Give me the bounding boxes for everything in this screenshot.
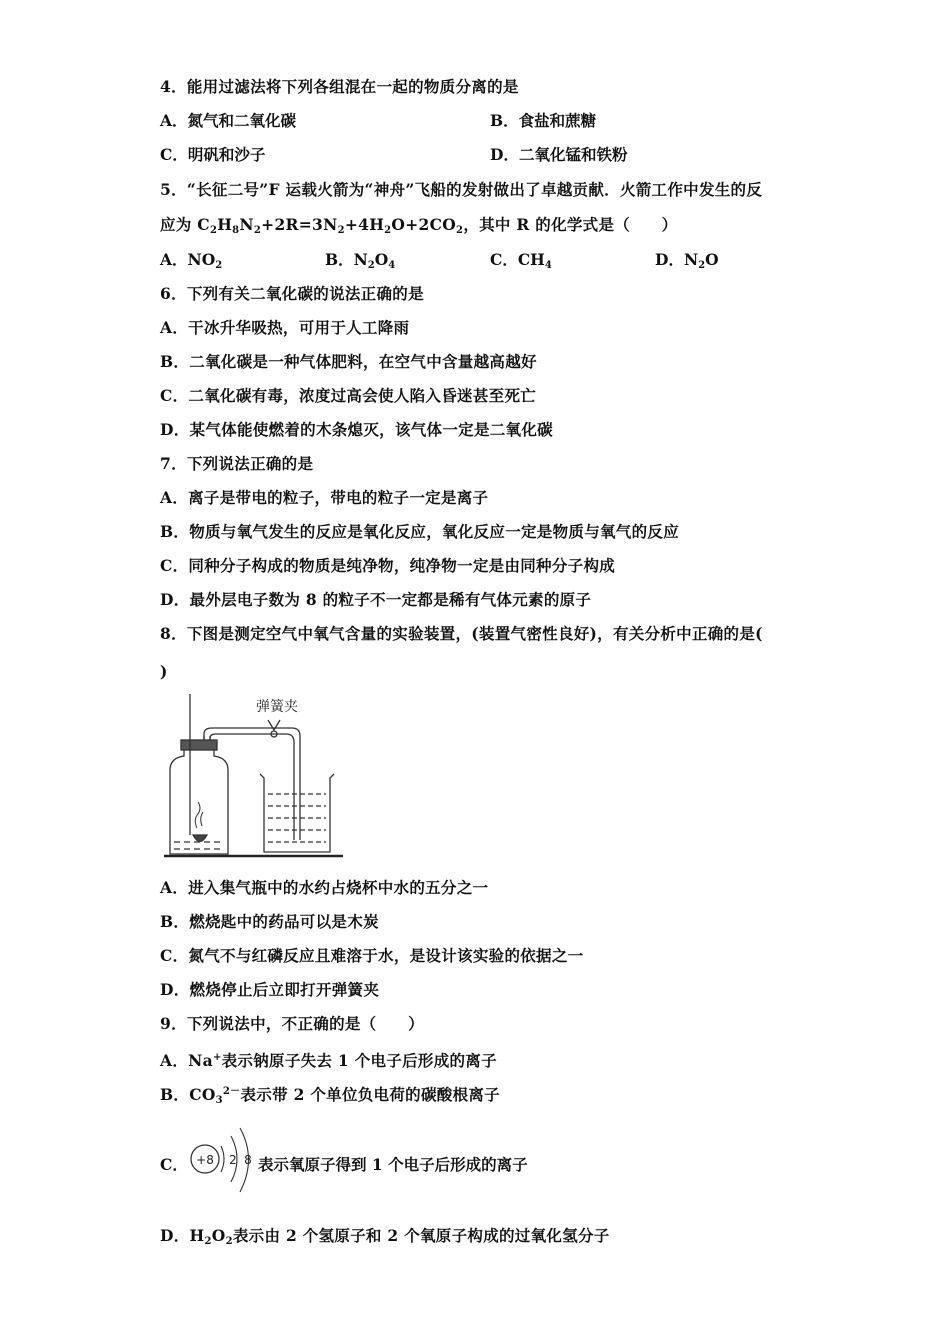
connecting-tube: [204, 720, 300, 840]
q5-d-suffix: O: [705, 250, 719, 269]
q9-option-b: B．$CO_3^{2-}$表示带 2 个单位负电荷的碳酸根离子: [160, 1085, 500, 1106]
q5-prefix: 应为 C: [160, 215, 210, 234]
q9-option-d: D．$H_2O_2$表示由 2 个氢原子和 2 个氧原子构成的过氧化氢分子: [160, 1226, 610, 1247]
q8-stem: 8．下图是测定空气中氧气含量的实验装置，(装置气密性良好)，有关分析中正确的是(: [160, 624, 763, 643]
q9-stem: 9．下列说法中，不正确的是（ ）: [160, 1014, 424, 1033]
spring-clamp-label: 弹簧夹: [256, 699, 298, 715]
q4-option-b: B．食盐和蔗糖: [490, 111, 597, 130]
shell1-electrons: 2: [229, 1153, 237, 1167]
q5-suffix: ，其中 R 的化学式是（ ）: [463, 215, 678, 234]
oxygen-experiment-apparatus: [160, 690, 350, 860]
q4-option-d: D．二氧化锰和铁粉: [490, 145, 628, 164]
q8-stem-end: ): [160, 662, 168, 681]
q9-option-c-label: C．: [160, 1155, 188, 1174]
q9-option-a: A．Na+表示钠原子失去 1 个电子后形成的离子: [160, 1051, 497, 1070]
q4-stem: 4．能用过滤法将下列各组混在一起的物质分离的是: [160, 77, 519, 96]
q5-option-d: D．$N_2O$: [655, 250, 719, 271]
q6-option-d: D．某气体能使燃着的木条熄灭，该气体一定是二氧化碳: [160, 420, 553, 439]
q8-option-a: A．进入集气瓶中的水约占烧杯中水的五分之一: [160, 878, 489, 897]
q6-option-b: B．二氧化碳是一种气体肥料，在空气中含量越高越好: [160, 352, 537, 371]
q8-option-b: B．燃烧匙中的药品可以是木炭: [160, 912, 379, 931]
q5-c-text: C．CH: [490, 250, 545, 269]
q5-b-text: B．N: [325, 250, 368, 269]
q5-option-a: A．$NO_2$: [160, 250, 223, 271]
beaker: [260, 774, 334, 852]
q7-option-d: D．最外层电子数为 8 的粒子不一定都是稀有气体元素的原子: [160, 590, 592, 609]
q6-option-a: A．干冰升华吸热，可用于人工降雨: [160, 318, 410, 337]
q7-option-c: C．同种分子构成的物质是纯净物，纯净物一定是由同种分子构成: [160, 556, 616, 575]
q7-option-a: A．离子是带电的粒子，带电的粒子一定是离子: [160, 488, 489, 507]
q8-option-d: D．燃烧停止后立即打开弹簧夹: [160, 980, 380, 999]
shell-arc-1: [221, 1146, 224, 1172]
q9-a-text: 表示钠原子失去 1 个电子后形成的离子: [221, 1051, 497, 1070]
q5-d-text: D．N: [655, 250, 699, 269]
q6-stem: 6．下列有关二氧化碳的说法正确的是: [160, 284, 424, 303]
q4-option-a: A．氮气和二氧化碳: [160, 111, 297, 130]
ion-structure-svg: [185, 1118, 260, 1200]
q9-d-text: 表示由 2 个氢原子和 2 个氧原子构成的过氧化氢分子: [232, 1226, 610, 1245]
q9-b-text: 表示带 2 个单位负电荷的碳酸根离子: [240, 1085, 500, 1104]
q5-option-b: B．$N_2O_4$: [325, 250, 396, 271]
q5-stem-line1: 5．“长征二号”F 运载火箭为“神舟”飞船的发射做出了卓越贡献．火箭工作中发生的反: [160, 180, 763, 199]
shell2-electrons: 8: [244, 1153, 252, 1167]
q5-a-text: A．NO: [160, 250, 216, 269]
apparatus-figure: [160, 690, 350, 860]
q8-option-c: C．氮气不与红磷反应且难溶于水，是设计该实验的依据之一: [160, 946, 584, 965]
nucleus-charge: +8: [196, 1153, 214, 1167]
q5-stem-line2: 应为 $C_2H_8N_2+2R=3N_2+4H_2O+2CO_2$，其中 R 的化学式是（ ）: [160, 215, 678, 236]
q7-stem: 7．下列说法正确的是: [160, 454, 314, 473]
ion-structure-diagram: [185, 1118, 260, 1200]
q6-option-c: C．二氧化碳有毒，浓度过高会使人陷入昏迷甚至死亡: [160, 386, 537, 405]
collecting-bottle: [170, 694, 228, 854]
q9-option-c-text: 表示氧原子得到 1 个电子后形成的离子: [258, 1155, 528, 1174]
q5-option-c: C．$CH_4$: [490, 250, 552, 271]
q7-option-b: B．物质与氧气发生的反应是氧化反应，氧化反应一定是物质与氧气的反应: [160, 522, 680, 541]
q4-option-c: C．明矾和沙子: [160, 145, 266, 164]
